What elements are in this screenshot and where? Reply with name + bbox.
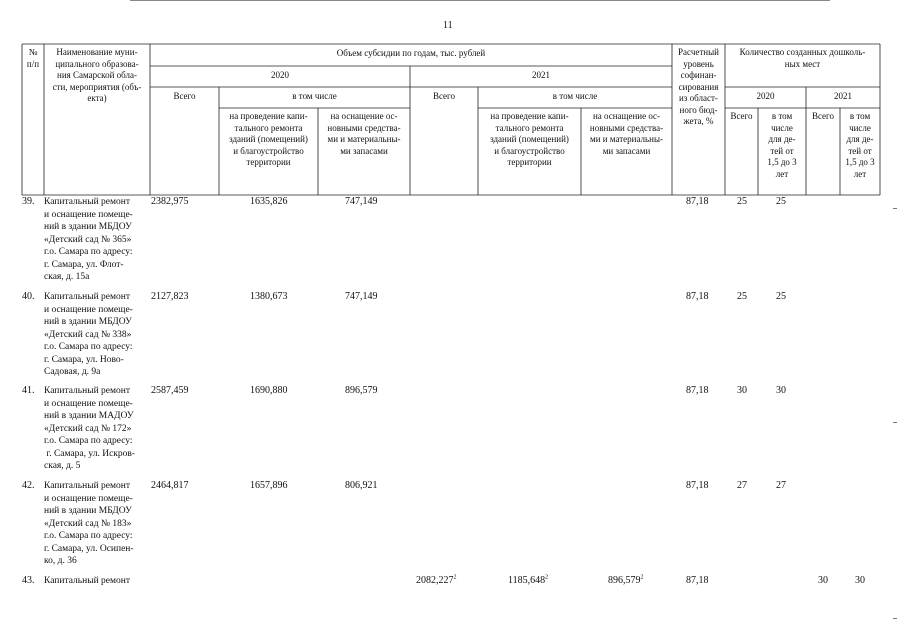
margin-mark bbox=[893, 618, 897, 619]
row-40-places-2020: 25 bbox=[737, 291, 747, 302]
row-43-num: 43. bbox=[22, 575, 35, 586]
row-42-rate: 87,18 bbox=[686, 480, 709, 491]
margin-mark bbox=[893, 208, 897, 209]
header-repair-2020: на проведение капи- тального ремонта зданий (помещений) и благоустройство территории bbox=[229, 111, 308, 167]
header-incl-2021: в том числе bbox=[552, 91, 598, 101]
header-places-2020: 2020 bbox=[756, 91, 775, 101]
row-42-repair-2020: 1657,896 bbox=[250, 480, 288, 491]
row-43-equip-2021: 896,579$^2$ bbox=[608, 574, 644, 586]
row-39-rate: 87,18 bbox=[686, 196, 709, 207]
header-places-2021: 2021 bbox=[834, 91, 852, 101]
row-40-num: 40. bbox=[22, 291, 35, 302]
header-places-incl-2021: в том числе для де- тей от 1,5 до 3 лет bbox=[845, 111, 875, 179]
row-40-repair-2020: 1380,673 bbox=[250, 291, 288, 302]
header-places-incl-2020: в том числе для де- тей от 1,5 до 3 лет bbox=[767, 111, 797, 179]
row-39-total-2020: 2382,975 bbox=[151, 196, 189, 207]
row-42-name: Капитальный ремонт и оснащение помеще- ний в здании МБДОУ «Детский сад № 183» г.о. Самара по адресу: г. Самара, ул. Осипен- ко, д. 36 bbox=[44, 481, 134, 566]
header-year-2020: 2020 bbox=[271, 70, 289, 80]
header-repair-2021: на проведение капи- тального ремонта зданий (помещений) и благоустройство территории bbox=[490, 111, 569, 167]
row-39-name: Капитальный ремонт и оснащение помеще- ний в здании МБДОУ «Детский сад № 365» г.о. Самара по адресу: г. Самара, ул. Флот- ская, д. 15а bbox=[44, 197, 133, 282]
row-39-repair-2020: 1635,826 bbox=[250, 196, 288, 207]
row-43-name: Капитальный ремонт bbox=[44, 576, 131, 586]
header-incl-2020: в том числе bbox=[292, 91, 337, 101]
header-subsidy: Объем субсидии по годам, тыс. рублей bbox=[336, 48, 486, 58]
row-42-total-2020: 2464,817 bbox=[151, 480, 189, 491]
row-40-equip-2020: 747,149 bbox=[345, 291, 378, 302]
row-39-num: 39. bbox=[22, 196, 35, 207]
row-43-places-incl-2021: 30 bbox=[855, 575, 865, 586]
page-number: 11 bbox=[443, 20, 453, 31]
row-42-equip-2020: 806,921 bbox=[345, 480, 378, 491]
row-41-total-2020: 2587,459 bbox=[151, 385, 189, 396]
row-43-total-2021: 2082,227$^2$ bbox=[416, 574, 457, 586]
header-num: № п/п bbox=[26, 47, 40, 69]
row-42-num: 42. bbox=[22, 480, 35, 491]
header-year-2021: 2021 bbox=[532, 70, 550, 80]
row-40-rate: 87,18 bbox=[686, 291, 709, 302]
row-42-places-incl-2020: 27 bbox=[776, 480, 786, 491]
row-41-places-incl-2020: 30 bbox=[776, 385, 786, 396]
header-places-total-2020: Всего bbox=[730, 111, 753, 121]
row-43-rate: 87,18 bbox=[686, 575, 709, 586]
row-43-repair-2021: 1185,648$^2$ bbox=[508, 574, 549, 586]
header-rate: Расчетный уровень софинан- сирования из област- ного бюд- жета, % bbox=[678, 47, 719, 126]
row-39-places-incl-2020: 25 bbox=[776, 196, 786, 207]
row-41-places-2020: 30 bbox=[737, 385, 747, 396]
row-42-places-2020: 27 bbox=[737, 480, 747, 491]
header-total-2020: Всего bbox=[173, 91, 196, 101]
row-39-places-2020: 25 bbox=[737, 196, 747, 207]
row-43-places-2021: 30 bbox=[818, 575, 828, 586]
row-41-repair-2020: 1690,880 bbox=[250, 385, 288, 396]
row-41-rate: 87,18 bbox=[686, 385, 709, 396]
row-41-equip-2020: 896,579 bbox=[345, 385, 378, 396]
header-places: Количество созданных дошколь- ных мест bbox=[739, 47, 866, 69]
row-41-num: 41. bbox=[22, 385, 35, 396]
row-40-places-incl-2020: 25 bbox=[776, 291, 786, 302]
row-40-name: Капитальный ремонт и оснащение помеще- ний в здании МБДОУ «Детский сад № 338» г.о. Самара по адресу: г. Самара, ул. Ново- Садовая, д. 9а bbox=[44, 292, 133, 377]
header-equip-2020: на оснащение ос- новными средства- ми и материальны- ми запасами bbox=[327, 111, 401, 156]
header-places-total-2021: Всего bbox=[811, 111, 835, 121]
header-name: Наименование муни- ципального образова- ния Самарской обла- сти, мероприятия (объ- екта) bbox=[52, 47, 142, 103]
header-equip-2021: на оснащение ос- новными средства- ми и материальны- ми запасами bbox=[589, 111, 664, 156]
header-total-2021: Всего bbox=[432, 91, 456, 101]
row-41-name: Капитальный ремонт и оснащение помеще- ний в здании МАДОУ «Детский сад № 172» г.о. Самара по адресу: г. Самара, ул. Искров- ская, д. 5 bbox=[44, 386, 136, 471]
row-39-equip-2020: 747,149 bbox=[345, 196, 378, 207]
row-40-total-2020: 2127,823 bbox=[151, 291, 189, 302]
margin-mark bbox=[893, 422, 897, 423]
